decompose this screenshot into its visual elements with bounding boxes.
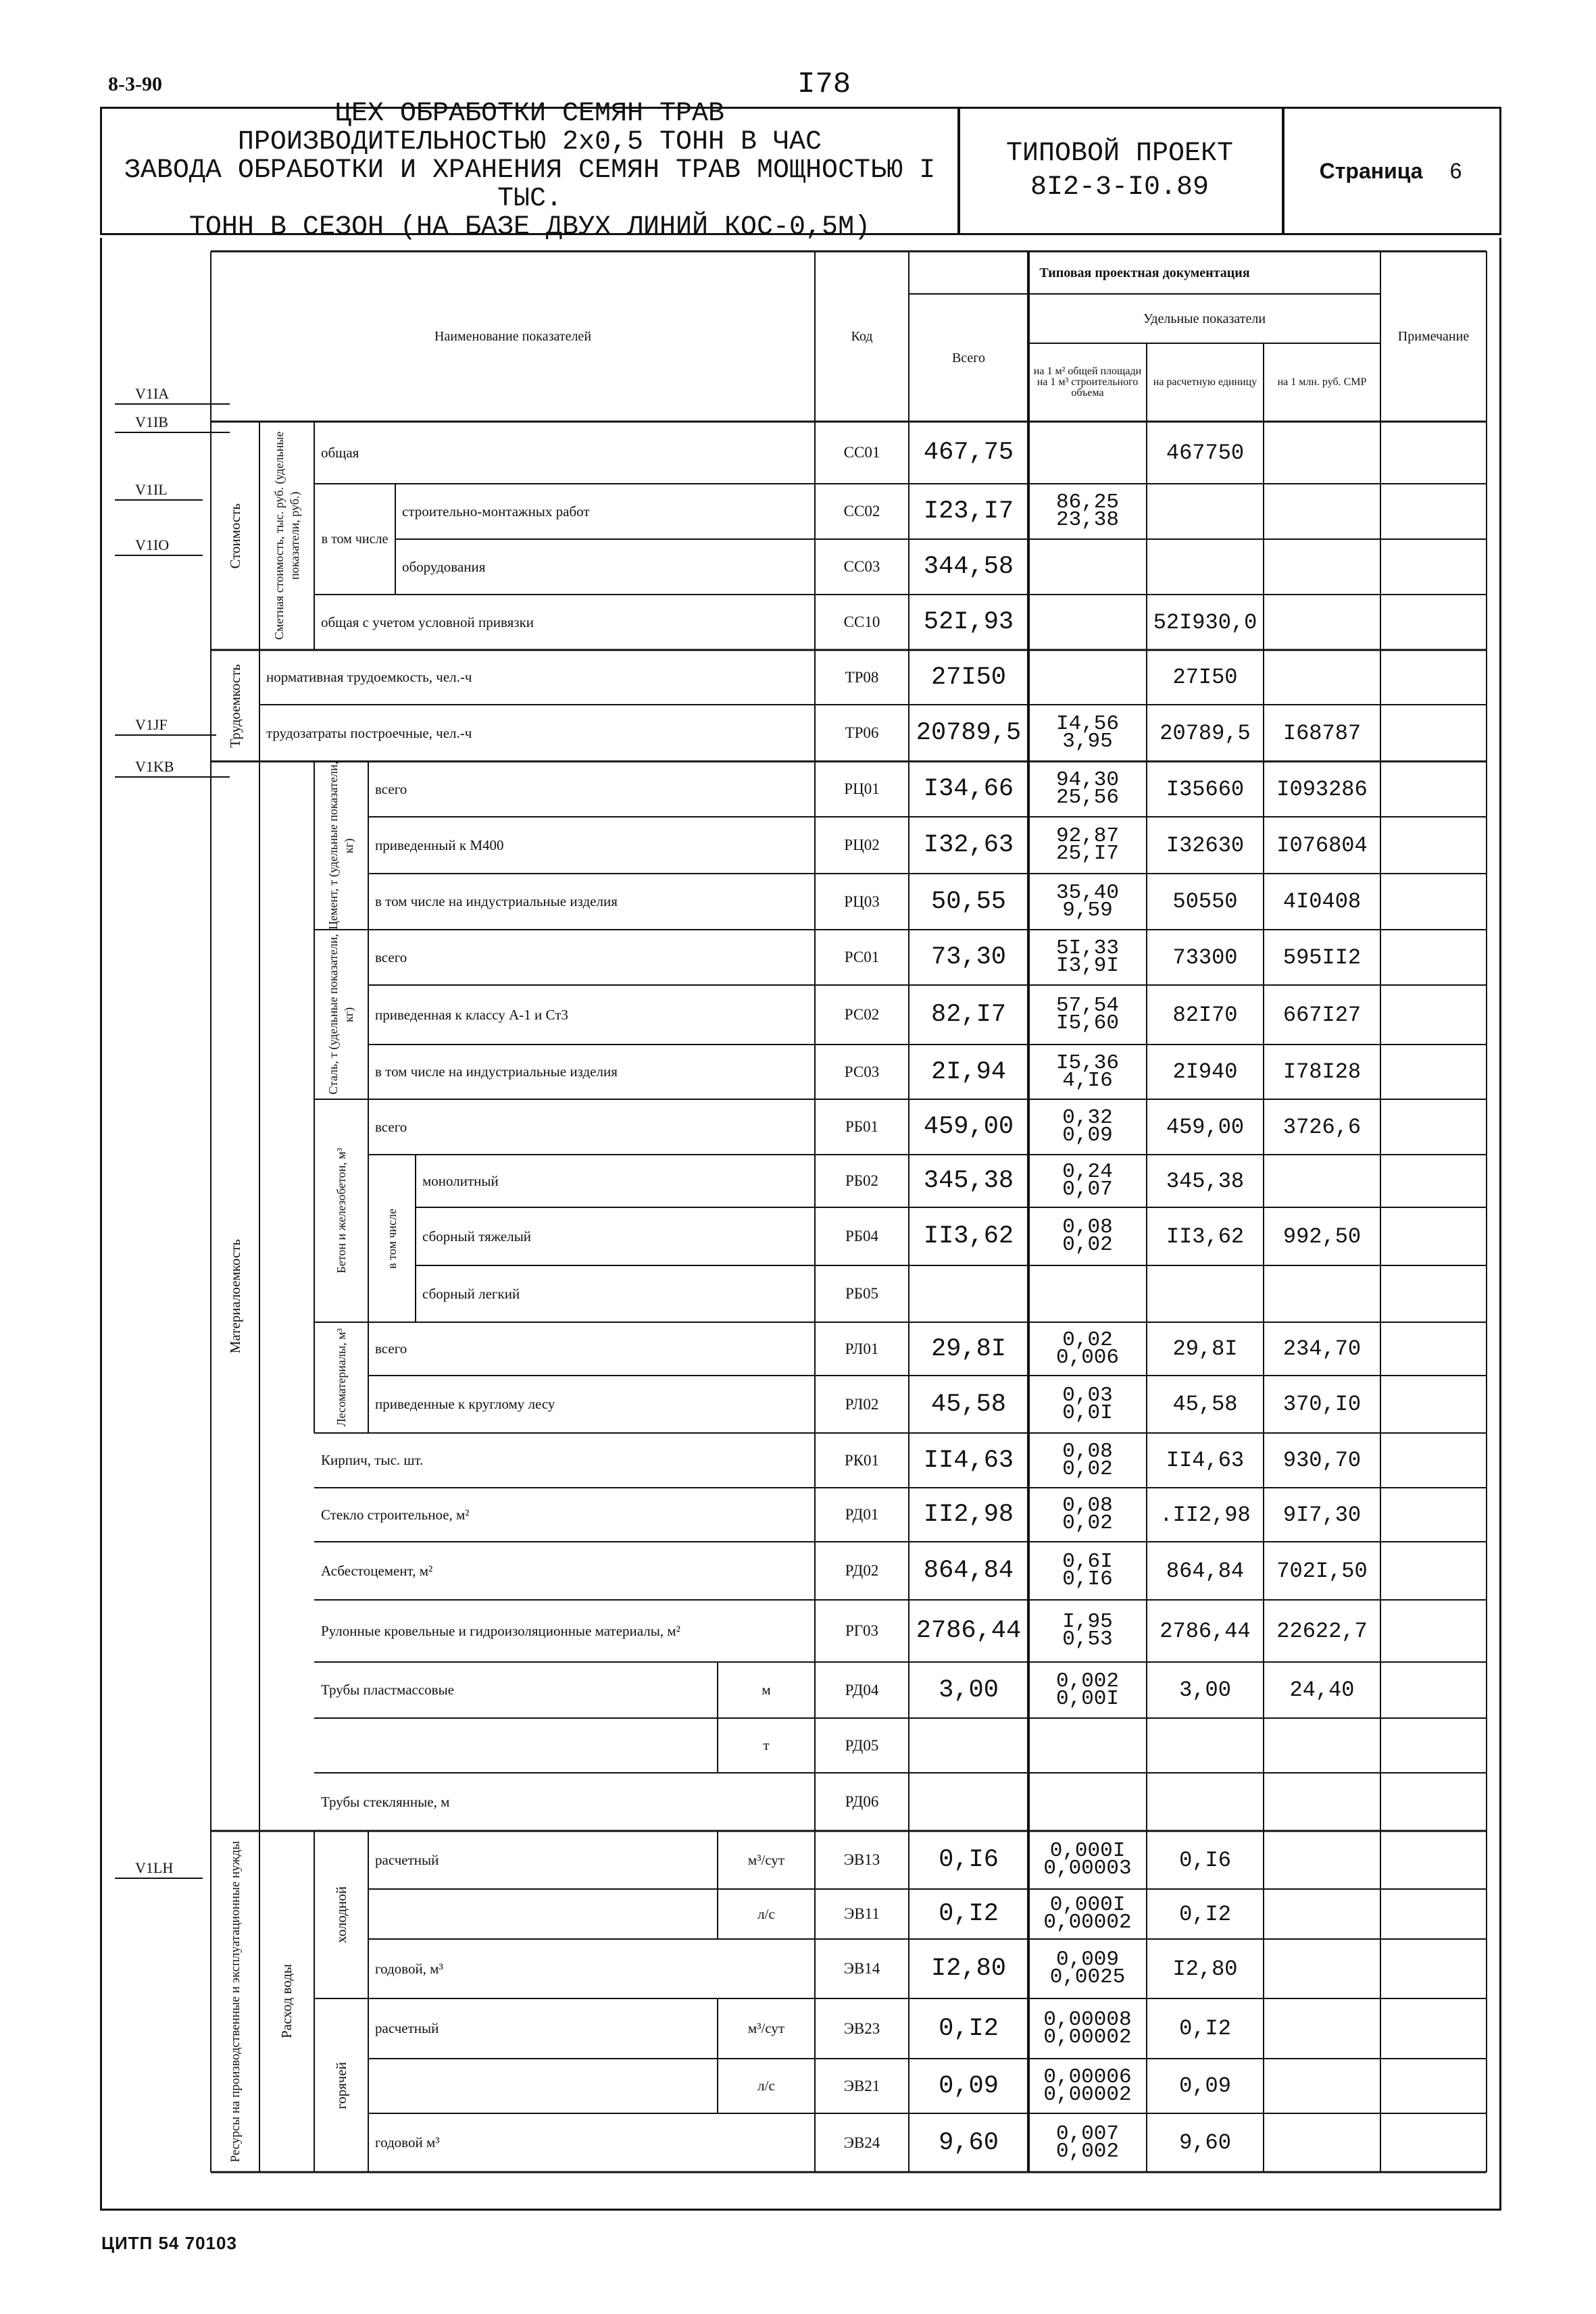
row-code: СС02 xyxy=(843,503,880,520)
cost-incl-label: в том числе xyxy=(321,532,389,547)
group-steel-text: Сталь, т (удельные показатели, кг) xyxy=(326,934,355,1095)
row-specific-area xyxy=(1028,595,1147,650)
row-per-m3: 0,09 xyxy=(1062,1124,1113,1147)
row-per-unit: 29,8I xyxy=(1172,1336,1238,1361)
row-name: в том числе на индустриальные изделия xyxy=(375,893,618,909)
row-unit: м³/сут xyxy=(747,2020,785,2036)
row-name: годовой м³ xyxy=(375,2134,440,2150)
row-per-mln xyxy=(1264,2059,1380,2113)
header-note: Примечание xyxy=(1397,329,1470,344)
page-value: 6 xyxy=(1449,158,1462,183)
row-total: 73,30 xyxy=(930,943,1007,972)
row-specific-area xyxy=(1028,2059,1147,2113)
group-cement xyxy=(314,761,368,930)
row-per-unit xyxy=(1147,1265,1264,1322)
header-per-m2: на 1 м² общей площади на 1 м³ строительного объема xyxy=(1033,366,1142,399)
row-code: РЛ02 xyxy=(845,1395,879,1413)
row-specific-area xyxy=(1028,650,1147,705)
row-code: РД05 xyxy=(845,1736,879,1754)
row-per-mln: 9I7,30 xyxy=(1282,1502,1362,1528)
group-hot xyxy=(314,1998,368,2172)
row-code: РЛ01 xyxy=(845,1340,879,1357)
row-total: I32,63 xyxy=(923,831,1014,859)
row-per-unit: 45,58 xyxy=(1172,1392,1238,1417)
row-per-mln xyxy=(1264,484,1380,539)
document-code: 8-3-90 xyxy=(108,73,162,95)
row-total xyxy=(909,1773,1028,1831)
row-specific-area xyxy=(1028,930,1147,985)
row-specific-area xyxy=(1028,1831,1147,1889)
row-code: РБ05 xyxy=(845,1285,878,1302)
row-name xyxy=(368,1889,718,1939)
row-per-m2: I5,36 xyxy=(1055,1051,1119,1075)
row-per-mln: 3726,6 xyxy=(1282,1114,1362,1140)
header-code: Код xyxy=(851,329,873,344)
group-water-text: Расход воды xyxy=(278,1964,295,2039)
row-code: РБ04 xyxy=(845,1228,878,1244)
row-per-m2: 0,000I xyxy=(1049,1893,1126,1917)
row-per-mln: I076804 xyxy=(1276,832,1368,858)
group-concrete-incl-text: в том числе xyxy=(384,1208,399,1269)
row-per-mln xyxy=(1264,1773,1380,1831)
row-per-unit: 73300 xyxy=(1172,945,1238,970)
row-per-unit xyxy=(1147,1718,1264,1773)
row-total: 9,60 xyxy=(939,2128,999,2157)
row-specific-area xyxy=(1028,539,1147,595)
row-per-m3: 0,00I xyxy=(1055,1686,1119,1711)
row-per-unit: 82I70 xyxy=(1172,1002,1238,1028)
row-code: РЦ03 xyxy=(844,892,880,910)
group-water xyxy=(259,1831,314,2172)
row-per-m2: 57,54 xyxy=(1055,994,1119,1017)
row-specific-area xyxy=(1028,1773,1147,1831)
row-name: Трубы стеклянные, м xyxy=(321,1793,450,1810)
row-per-m2: 0,08 xyxy=(1062,1439,1113,1463)
row-per-m3: 0,0025 xyxy=(1049,1965,1126,1989)
group-cost-sub xyxy=(259,422,314,650)
row-per-unit: 3,00 xyxy=(1179,1678,1231,1703)
row-per-unit: 0,09 xyxy=(1179,2073,1231,2098)
row-per-mln: 930,70 xyxy=(1282,1448,1362,1473)
row-name: общая xyxy=(321,444,359,461)
row-per-mln: 22622,7 xyxy=(1276,1618,1368,1644)
row-per-m3: 0,02 xyxy=(1062,1457,1113,1481)
row-per-unit: 50550 xyxy=(1172,889,1238,914)
title-line-2: ПРОИЗВОДИТЕЛЬНОСТЬЮ 2х0,5 ТОНН В ЧАС xyxy=(237,127,822,157)
row-code: РК01 xyxy=(844,1451,880,1469)
header-specific: Удельные показатели xyxy=(1143,311,1266,326)
row-per-mln xyxy=(1264,1939,1380,1998)
row-per-unit: 0,I2 xyxy=(1179,2016,1231,2041)
row-total xyxy=(909,1265,1028,1322)
group-cement-text: Цемент, т (удельные показатели, кг) xyxy=(326,761,355,930)
row-per-unit: 459,00 xyxy=(1166,1114,1245,1140)
row-specific-area xyxy=(1028,1433,1147,1488)
row-per-mln: 595II2 xyxy=(1282,945,1362,970)
row-per-m2: 0,000I xyxy=(1049,1839,1126,1863)
row-total: 20789,5 xyxy=(916,719,1022,747)
row-per-m2: 0,08 xyxy=(1062,1494,1113,1517)
row-per-m3: I5,60 xyxy=(1055,1011,1119,1035)
row-name xyxy=(314,1718,718,1773)
row-name: монолитный xyxy=(422,1172,499,1189)
row-per-m3: 0,00002 xyxy=(1043,1911,1132,1934)
row-code: ЭВ23 xyxy=(843,2019,880,2037)
side-marker: V1IL xyxy=(135,481,168,498)
side-marker: V1KB xyxy=(135,758,174,775)
row-total: 344,58 xyxy=(923,553,1014,581)
row-code: РГ03 xyxy=(845,1622,879,1639)
row-per-m2: 0,009 xyxy=(1055,1948,1119,1971)
row-specific-area xyxy=(1028,1662,1147,1718)
group-cold xyxy=(314,1831,368,1998)
row-total: 0,I6 xyxy=(939,1846,999,1874)
row-name: приведенный к М400 xyxy=(375,836,504,853)
row-code: ТР08 xyxy=(845,668,879,686)
group-cost xyxy=(211,422,259,650)
row-per-m2: 92,87 xyxy=(1055,824,1119,848)
row-per-mln xyxy=(1264,1889,1380,1939)
row-per-mln xyxy=(1264,1718,1380,1773)
row-code: РС03 xyxy=(844,1063,880,1080)
row-per-unit xyxy=(1147,539,1264,595)
project-label: ТИПОВОЙ ПРОЕКТ xyxy=(1005,139,1234,169)
row-per-mln xyxy=(1264,1831,1380,1889)
row-per-m2: 0,02 xyxy=(1062,1328,1113,1352)
row-code: ЭВ14 xyxy=(843,1960,880,1977)
row-total: I23,I7 xyxy=(923,497,1014,526)
row-name: расчетный xyxy=(375,2020,439,2036)
row-specific-area xyxy=(1028,1542,1147,1600)
row-per-mln: 24,40 xyxy=(1289,1678,1355,1703)
row-per-m2: 0,32 xyxy=(1062,1106,1113,1130)
row-per-mln: 992,50 xyxy=(1282,1224,1362,1249)
header-typical-docs: Типовая проектная документация xyxy=(1039,265,1250,280)
row-total: I2,80 xyxy=(930,1955,1007,1983)
row-name: Асбестоцемент, м² xyxy=(321,1562,433,1579)
row-per-unit: 0,I2 xyxy=(1179,1901,1231,1927)
row-total: 2786,44 xyxy=(916,1617,1022,1645)
row-per-mln xyxy=(1264,2113,1380,2172)
group-cold-text: холодной xyxy=(332,1886,349,1943)
side-marker: V1IA xyxy=(135,385,170,402)
row-per-m3: 0,53 xyxy=(1062,1628,1113,1651)
row-per-m3: 0,00002 xyxy=(1043,2082,1132,2107)
row-per-m2: 86,25 xyxy=(1055,491,1119,514)
page-number: I78 xyxy=(797,68,851,101)
row-per-m3: 0,I6 xyxy=(1062,1567,1113,1591)
row-total: 864,84 xyxy=(923,1557,1014,1585)
side-marker: V1IO xyxy=(135,536,170,553)
row-per-unit: 20789,5 xyxy=(1159,720,1251,746)
row-per-unit: II3,62 xyxy=(1166,1224,1245,1249)
row-per-m3: 25,I7 xyxy=(1055,842,1119,865)
row-specific-area xyxy=(1028,1265,1147,1322)
row-unit: л/с xyxy=(757,1905,775,1922)
row-specific-area xyxy=(1028,1998,1147,2059)
side-marker: V1IB xyxy=(135,413,168,430)
row-total: 0,I2 xyxy=(939,2014,999,2043)
row-code: РД04 xyxy=(845,1681,879,1699)
row-per-unit: 2786,44 xyxy=(1159,1618,1251,1644)
row-total: 2I,94 xyxy=(930,1057,1007,1086)
row-specific-area xyxy=(1028,1488,1147,1542)
row-per-mln: I093286 xyxy=(1276,776,1368,802)
group-material-text: Материалоемкость xyxy=(226,1238,243,1354)
row-per-mln xyxy=(1264,422,1380,484)
row-per-unit: 345,38 xyxy=(1166,1168,1245,1194)
row-name: нормативная трудоемкость, чел.-ч xyxy=(266,669,472,685)
row-per-unit: I35660 xyxy=(1166,776,1245,802)
row-code: РС02 xyxy=(844,1006,880,1023)
row-specific-area xyxy=(1028,1207,1147,1265)
row-name: всего xyxy=(375,780,407,797)
project-code: 8I2-3-I0.89 xyxy=(1030,172,1210,203)
header-per-unit: на расчетную единицу xyxy=(1153,376,1257,388)
row-unit: м³/сут xyxy=(747,1851,785,1868)
row-total: 467,75 xyxy=(923,438,1014,467)
row-per-unit: .II2,98 xyxy=(1159,1502,1251,1528)
row-name: трудозатраты построечные, чел.-ч xyxy=(266,724,472,741)
row-total: 52I,93 xyxy=(923,608,1014,636)
row-specific-area xyxy=(1028,484,1147,539)
row-per-m3: 0,02 xyxy=(1062,1511,1113,1535)
row-per-m2: 5I,33 xyxy=(1055,936,1119,960)
row-per-mln xyxy=(1264,1265,1380,1322)
row-specific-area xyxy=(1028,2113,1147,2172)
row-name: строительно-монтажных работ xyxy=(402,503,590,520)
row-per-mln: 234,70 xyxy=(1282,1336,1362,1361)
row-total: II4,63 xyxy=(923,1446,1014,1475)
row-code: РД02 xyxy=(845,1562,879,1579)
row-total: 345,38 xyxy=(923,1167,1014,1195)
group-concrete-incl xyxy=(368,1155,416,1322)
row-per-mln: I68787 xyxy=(1282,720,1362,746)
row-per-m3: 0,00002 xyxy=(1043,2025,1132,2049)
row-code: ЭВ24 xyxy=(843,2134,880,2151)
row-specific-area xyxy=(1028,761,1147,817)
group-steel xyxy=(314,930,368,1099)
row-specific-area xyxy=(1028,1322,1147,1376)
row-total: 82,I7 xyxy=(930,1001,1007,1029)
row-total: 3,00 xyxy=(939,1676,999,1705)
row-name: приведенная к классу А-1 и Ст3 xyxy=(375,1006,568,1023)
row-per-m3: 0,02 xyxy=(1062,1233,1113,1257)
row-per-m3: I3,9I xyxy=(1055,954,1119,978)
footer-code: ЦИТП 54 70103 xyxy=(101,2233,237,2253)
row-total: 29,8I xyxy=(930,1334,1007,1363)
row-specific-area xyxy=(1028,1600,1147,1662)
row-per-unit: I32630 xyxy=(1166,832,1245,858)
row-per-m3: 4,I6 xyxy=(1062,1068,1113,1092)
row-code: РЦ02 xyxy=(844,836,880,853)
row-total: 0,09 xyxy=(939,2071,999,2101)
row-total: 50,55 xyxy=(930,887,1007,916)
group-concrete-text: Бетон и железобетон, м³ xyxy=(334,1148,348,1274)
row-per-unit: 27I50 xyxy=(1172,665,1238,690)
row-per-unit xyxy=(1147,1773,1264,1831)
group-resources xyxy=(211,1831,259,2172)
row-per-mln: 702I,50 xyxy=(1276,1558,1368,1584)
row-per-mln: 667I27 xyxy=(1282,1002,1362,1028)
row-per-m2: 35,40 xyxy=(1055,880,1119,905)
group-cost-sub-text: Сметная стоимость, тыс. руб. (удельные показатели, руб.) xyxy=(272,431,301,640)
row-per-unit: 0,I6 xyxy=(1179,1847,1231,1873)
row-per-unit: 2I940 xyxy=(1172,1059,1238,1084)
row-name: Стекло строительное, м² xyxy=(321,1506,470,1523)
group-material xyxy=(211,761,259,1831)
row-per-mln xyxy=(1264,1155,1380,1207)
row-code: РД01 xyxy=(845,1506,879,1523)
row-name: приведенные к круглому лесу xyxy=(375,1396,555,1412)
row-per-m3: 0,0I xyxy=(1062,1401,1113,1425)
row-code: РЦ01 xyxy=(844,780,880,797)
row-total: I34,66 xyxy=(923,775,1014,803)
row-total: 0,I2 xyxy=(939,1900,999,1928)
row-name: расчетный xyxy=(375,1851,439,1868)
row-per-m3: 0,07 xyxy=(1062,1178,1113,1201)
row-specific-area xyxy=(1028,422,1147,484)
row-per-unit: 467750 xyxy=(1166,440,1245,466)
row-per-m3: 0,00003 xyxy=(1043,1857,1132,1880)
row-per-m2: I4,56 xyxy=(1055,712,1119,736)
row-specific-area xyxy=(1028,817,1147,874)
row-specific-area xyxy=(1028,874,1147,930)
row-per-m3: 3,95 xyxy=(1062,730,1113,753)
row-total: 27I50 xyxy=(930,663,1007,692)
group-labor-text: Трудоемкость xyxy=(226,663,243,748)
row-per-m2: 0,00006 xyxy=(1043,2065,1132,2089)
row-specific-area xyxy=(1028,1718,1147,1773)
row-per-m2: 94,30 xyxy=(1055,768,1119,792)
row-specific-area xyxy=(1028,1155,1147,1207)
row-name: общая с учетом условной привязки xyxy=(321,613,534,630)
row-specific-area xyxy=(1028,1376,1147,1433)
row-name: всего xyxy=(375,1118,407,1135)
row-total: 459,00 xyxy=(923,1113,1014,1141)
group-cost-text: Стоимость xyxy=(226,503,243,569)
group-timber xyxy=(314,1322,368,1433)
title-line-4: ТОНН В СЕЗОН (НА БАЗЕ ДВУХ ЛИНИЙ КОС-0,5М) xyxy=(189,212,871,243)
group-timber-text: Лесоматериалы, м³ xyxy=(334,1328,348,1427)
row-code: ТР06 xyxy=(845,724,879,741)
row-specific-area xyxy=(1028,1099,1147,1155)
row-name: Трубы пластмассовые xyxy=(321,1682,455,1698)
row-per-m2: 0,03 xyxy=(1062,1383,1113,1407)
row-per-mln: I78I28 xyxy=(1282,1059,1362,1084)
row-per-m3: 0,006 xyxy=(1055,1345,1119,1369)
row-per-m3: 25,56 xyxy=(1055,786,1119,809)
group-resources-text: Ресурсы на производственные и эксплуатационные нужды xyxy=(228,1840,243,2163)
row-code: ЭВ11 xyxy=(844,1905,880,1922)
row-per-m2: 0,007 xyxy=(1055,2121,1119,2146)
row-code: СС01 xyxy=(843,444,880,461)
row-specific-area xyxy=(1028,705,1147,761)
row-name: всего xyxy=(375,949,407,965)
row-code: СС03 xyxy=(843,558,880,575)
row-specific-area xyxy=(1028,1889,1147,1939)
row-code: РС01 xyxy=(844,949,880,965)
row-per-m3: 0,002 xyxy=(1055,2139,1119,2163)
row-per-mln: 4I0408 xyxy=(1282,889,1362,914)
group-labor xyxy=(211,650,259,761)
row-name: Рулонные кровельные и гидроизоляционные материалы, м² xyxy=(321,1623,680,1639)
row-per-m2: I,95 xyxy=(1062,1610,1113,1634)
row-code: РД06 xyxy=(845,1793,879,1810)
side-marker: V1LH xyxy=(135,1859,174,1876)
row-per-m3: 23,38 xyxy=(1055,508,1119,532)
page-label: Страница xyxy=(1319,158,1423,183)
row-per-mln xyxy=(1264,1998,1380,2059)
row-per-mln xyxy=(1264,595,1380,650)
row-total xyxy=(909,1718,1028,1773)
row-code: СС10 xyxy=(843,613,880,630)
row-unit: м xyxy=(762,1682,771,1698)
row-total: II3,62 xyxy=(923,1222,1014,1251)
row-total: II2,98 xyxy=(923,1501,1014,1529)
row-unit: л/с xyxy=(757,2078,775,2094)
row-specific-area xyxy=(1028,1939,1147,1998)
row-name: всего xyxy=(375,1340,407,1357)
row-name xyxy=(368,2059,718,2113)
row-name: годовой, м³ xyxy=(375,1960,443,1977)
row-per-unit: I2,80 xyxy=(1172,1956,1238,1982)
row-per-unit: 9,60 xyxy=(1179,2130,1231,2155)
row-per-mln: 370,I0 xyxy=(1282,1392,1362,1417)
row-name: сборный тяжелый xyxy=(422,1228,532,1244)
row-per-m2: 0,6I xyxy=(1062,1550,1113,1574)
row-name: сборный легкий xyxy=(422,1285,520,1302)
row-specific-area xyxy=(1028,1045,1147,1099)
row-per-mln xyxy=(1264,650,1380,705)
row-name: в том числе на индустриальные изделия xyxy=(375,1063,618,1080)
row-code: РБ01 xyxy=(845,1118,878,1135)
row-per-m3: 9,59 xyxy=(1062,898,1113,922)
row-per-m2: 0,00008 xyxy=(1043,2007,1132,2032)
row-per-unit: 52I930,0 xyxy=(1153,609,1257,635)
row-unit: т xyxy=(763,1737,770,1753)
side-marker: V1JF xyxy=(135,716,168,733)
group-concrete xyxy=(314,1099,368,1322)
header-total: Всего xyxy=(951,350,986,366)
row-per-m2: 0,08 xyxy=(1062,1215,1113,1239)
row-code: РБ02 xyxy=(845,1172,878,1189)
header-name: Наименование показателей xyxy=(434,329,592,344)
row-per-unit: 864,84 xyxy=(1166,1558,1245,1584)
row-per-unit: II4,63 xyxy=(1166,1448,1245,1473)
group-hot-text: горячей xyxy=(332,2061,349,2109)
row-per-m2: 0,002 xyxy=(1055,1669,1119,1693)
row-specific-area xyxy=(1028,985,1147,1045)
row-total: 45,58 xyxy=(930,1390,1007,1419)
header-per-mln: на 1 млн. руб. СМР xyxy=(1277,376,1367,388)
row-code: ЭВ21 xyxy=(843,2077,880,2094)
row-per-unit xyxy=(1147,484,1264,539)
row-name: оборудования xyxy=(402,558,486,575)
row-per-mln xyxy=(1264,539,1380,595)
row-name: Кирпич, тыс. шт. xyxy=(321,1452,424,1468)
title-line-3: ЗАВОДА ОБРАБОТКИ И ХРАНЕНИЯ СЕМЯН ТРАВ МОЩНОСТЬЮ I ТЫС. xyxy=(124,155,936,214)
row-code: ЭВ13 xyxy=(843,1851,880,1868)
title-line-1: ЦЕХ ОБРАБОТКИ СЕМЯН ТРАВ xyxy=(334,99,725,129)
row-per-m2: 0,24 xyxy=(1062,1160,1113,1184)
